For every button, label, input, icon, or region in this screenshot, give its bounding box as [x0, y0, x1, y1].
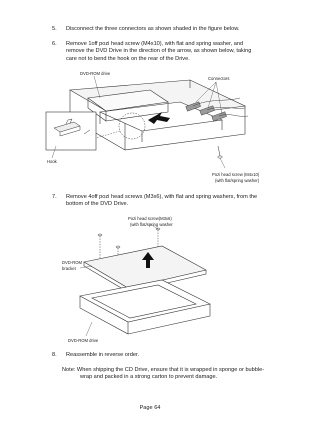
step-text-line: Reassemble in reverse order.: [66, 352, 140, 358]
step-text-line: care not to bend the hook on the rear of the Drive.: [66, 55, 190, 62]
label-screw-line1: Pozi head screw(M3x6): [128, 216, 172, 221]
step-text-line: Remove 1off pozi head screw (M4x10), with flat and spring washer, and: [66, 41, 244, 47]
step-7: [52, 194, 292, 210]
label-bracket-line2: bracket: [62, 266, 76, 271]
label-screw-line1: Pozi head screw (M4x10): [212, 172, 260, 177]
label-screw-line2: (with flat/spring washer: [130, 222, 173, 227]
step-text-line: remove the DVD Drive in the direction of the arrow, as shown below, taking: [66, 48, 252, 55]
figure-bracket-screws: [58, 214, 238, 344]
step-8: [52, 352, 292, 360]
page-number: Page 64: [139, 405, 161, 411]
step-text-line: bottom of the DVD Drive.: [66, 201, 129, 208]
dvd-rom-drive: [80, 280, 210, 334]
shipping-note: [62, 367, 294, 382]
note-line: wrap and packed in a strong carton to prevent damage.: [80, 374, 218, 381]
pozi-screw-m4x10: [218, 146, 222, 158]
step-number: 6.: [52, 41, 57, 47]
label-connectors: Connectors: [208, 76, 230, 81]
figure-dvd-drive-removal: [40, 68, 272, 190]
step-number: 5.: [52, 26, 57, 32]
label-screw-line2: (with flat/spring washer): [215, 178, 260, 183]
figure-2-drawing: [58, 214, 238, 344]
step-number: 8.: [52, 352, 57, 358]
label-hook: Hook: [47, 159, 57, 164]
label-dvd-rom-drive: DVD-ROM drive: [68, 338, 99, 343]
step-6: [52, 41, 292, 65]
label-dvd-rom-drive: DVD-ROM drive: [80, 71, 111, 76]
step-5: [52, 26, 292, 34]
note-line: Note: When shipping the CD Drive, ensure that it is wrapped in sponge or bubble-: [62, 367, 265, 373]
figure-1-drawing: [40, 68, 272, 190]
step-text-line: Disconnect the three connectors as shown shaded in the figure below.: [66, 26, 240, 32]
step-text-line: Remove 4off pozi head screws (M3x6), with flat and spring washers, from the: [66, 194, 258, 200]
label-bracket-line1: DVD-ROM: [62, 260, 83, 265]
step-number: 7.: [52, 194, 57, 200]
